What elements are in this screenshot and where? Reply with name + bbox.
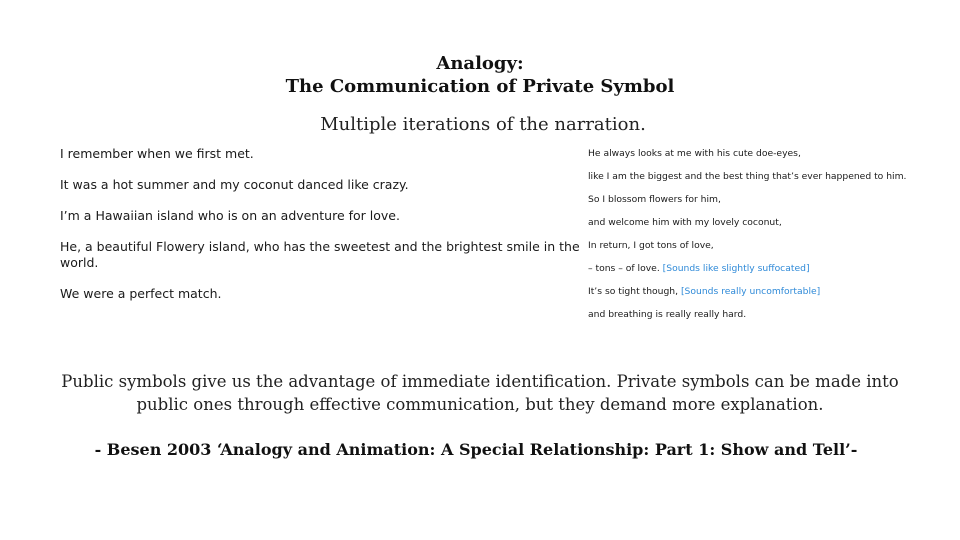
quote-line-2: public ones through effective communication, but they demand more explanation. (136, 395, 824, 414)
narration-line-text: In return, I got tons of love, (588, 240, 714, 251)
title-line-1: Analogy: (436, 53, 524, 74)
narration-line (588, 262, 918, 275)
narration-line (588, 308, 918, 321)
narration-paragraph: We were a perfect match. (60, 286, 222, 301)
narration-line-text: It’s so tight though, (588, 286, 681, 297)
narration-line-text: He always looks at me with his cute doe-eyes, (588, 148, 801, 159)
narration-paragraph: I remember when we first met. (60, 146, 254, 161)
narration-line-text: and welcome him with my lovely coconut, (588, 217, 782, 228)
slide-subtitle: Multiple iterations of the narration. (320, 114, 646, 135)
narration-line (588, 285, 918, 298)
narration-line (588, 193, 918, 206)
title-line-2: The Communication of Private Symbol (285, 76, 675, 97)
narration-right-column (588, 147, 918, 331)
citation: - Besen 2003 ‘Analogy and Animation: A Special Relationship: Part 1: Show and Tell’- (94, 440, 858, 459)
narration-line (588, 147, 918, 160)
slide-title (0, 52, 960, 98)
narration-paragraph: I’m a Hawaiian island who is on an adventure for love. (60, 208, 400, 223)
narration-left-column (60, 146, 580, 317)
narration-line-text: So I blossom flowers for him, (588, 194, 721, 205)
narration-paragraph: It was a hot summer and my coconut danced like crazy. (60, 177, 409, 192)
narration-paragraph: He, a beautiful Flowery island, who has the sweetest and the brightest smile in the world. (60, 239, 580, 270)
narration-line-text: and breathing is really really hard. (588, 309, 747, 320)
narration-line (588, 216, 918, 229)
narration-aside: [Sounds really uncomfortable] (680, 286, 821, 297)
narration-line-text: like I am the biggest and the best thing that’s ever happened to him. (588, 171, 907, 182)
narration-line (588, 239, 918, 252)
quote-block (30, 370, 930, 416)
narration-line (588, 170, 918, 183)
narration-line-text: – tons – of love. (588, 263, 663, 274)
quote-line-1: Public symbols give us the advantage of immediate identification. Private symbols can be made into (61, 372, 899, 391)
narration-aside: [Sounds like slightly suffocated] (662, 263, 810, 274)
